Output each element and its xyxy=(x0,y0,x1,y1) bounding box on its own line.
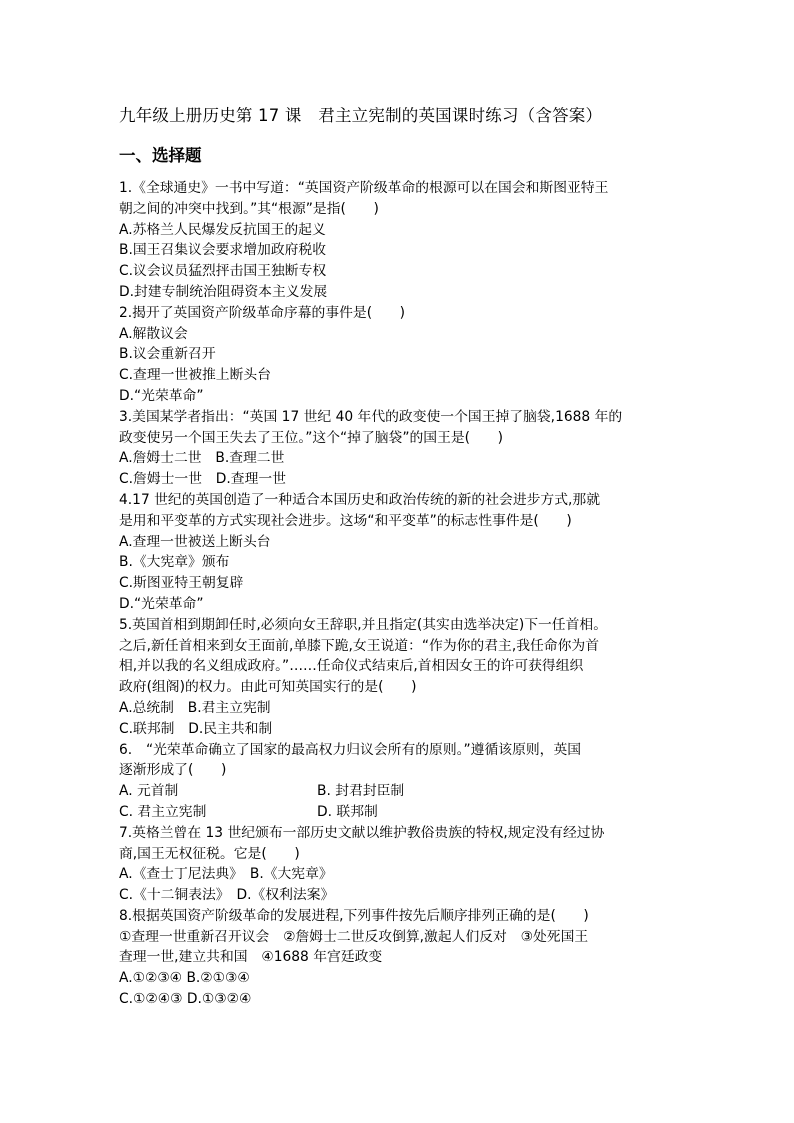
question-stem: 朝之间的冲突中找到。”其“根源”是指( ) xyxy=(119,200,379,217)
question-stem: 政变使另一个国王失去了王位。”这个“掉了脑袋”的国王是( ) xyxy=(119,429,504,446)
answer-option: D.“光荣革命” xyxy=(119,387,204,404)
question-4 xyxy=(119,490,681,615)
section-heading: 一、选择题 xyxy=(119,146,202,165)
answer-option: A.苏格兰人民爆发反抗国王的起义 xyxy=(119,221,326,238)
answer-option: D. 联邦制 xyxy=(317,803,378,820)
answer-option: D.封建专制统治阻碍资本主义发展 xyxy=(119,283,328,300)
answer-option: A.查理一世被送上断头台 xyxy=(119,533,271,550)
answer-option: C.斯图亚特王朝复辟 xyxy=(119,575,244,592)
worksheet-title: 九年级上册历史第 17 课 君主立宪制的英国课时练习（含答案） xyxy=(119,106,603,125)
question-stem: 2.揭开了英国资产阶级革命序幕的事件是( ) xyxy=(119,304,406,321)
question-stem: 之后,新任首相来到女王面前,单膝下跪,女王说道：“作为你的君主,我任命你为首 xyxy=(119,637,599,654)
worksheet-page xyxy=(119,103,681,1010)
answer-option: A.总统制 B.君主立宪制 xyxy=(119,699,271,716)
question-6 xyxy=(119,740,681,823)
question-2 xyxy=(119,303,681,407)
question-stem: 4.17 世纪的英国创造了一种适合本国历史和政治传统的新的社会进步方式,那就 xyxy=(119,491,600,508)
question-stem: 5.英国首相到期卸任时,必须向女王辞职,并且指定(其实由选举决定)下一任首相。 xyxy=(119,616,607,633)
question-stem: 7.英格兰曾在 13 世纪颁布一部历史文献以维护教俗贵族的特权,规定没有经过协 xyxy=(119,824,605,841)
question-5 xyxy=(119,615,681,740)
answer-option: D.“光荣革命” xyxy=(119,595,204,612)
question-stem: 8.根据英国资产阶级革命的发展进程,下列事件按先后顺序排列正确的是( ) xyxy=(119,907,589,924)
answer-option: B.国王召集议会要求增加政府税收 xyxy=(119,242,327,259)
answer-option-row xyxy=(119,781,681,802)
question-1 xyxy=(119,178,681,303)
answer-option: A.詹姆士二世 B.查理二世 xyxy=(119,450,285,467)
answer-option: C.《十二铜表法》 D.《权利法案》 xyxy=(119,887,335,904)
answer-option: C.詹姆士一世 D.查理一世 xyxy=(119,471,286,488)
answer-option: A.《查士丁尼法典》 B.《大宪章》 xyxy=(119,866,333,883)
question-stem: 政府(组阁)的权力。由此可知英国实行的是( ) xyxy=(119,679,417,696)
question-stem: 查理一世,建立共和国 ④1688 年宫廷政变 xyxy=(119,949,383,966)
answer-option: A.解散议会 xyxy=(119,325,188,342)
question-stem: 相,并以我的名义组成政府。”……任命仪式结束后,首相因女王的许可获得组织 xyxy=(119,658,584,675)
answer-option: A.①②③④ B.②①③④ xyxy=(119,970,250,987)
answer-option-row xyxy=(119,802,681,823)
question-stem: 3.美国某学者指出：“英国 17 世纪 40 年代的政变使一个国王掉了脑袋,1688 年的 xyxy=(119,408,623,425)
question-stem: 逐渐形成了( ) xyxy=(119,762,227,779)
answer-option: C. 君主立宪制 xyxy=(119,803,207,820)
question-8 xyxy=(119,906,681,1010)
answer-option: C.议会议员猛烈抨击国王独断专权 xyxy=(119,263,327,280)
question-stem: ①查理一世重新召开议会 ②詹姆士二世反攻倒算,激起人们反对 ③处死国王 xyxy=(119,928,589,945)
question-stem: 6. “光荣革命确立了国家的最高权力归议会所有的原则。”遵循该原则，英国 xyxy=(119,741,582,758)
question-7 xyxy=(119,823,681,906)
answer-option: B. 封君封臣制 xyxy=(317,783,405,800)
question-stem: 商,国王无权征税。它是( ) xyxy=(119,845,300,862)
question-stem: 是用和平变革的方式实现社会进步。这场“和平变革”的标志性事件是( ) xyxy=(119,512,572,529)
answer-option: A. 元首制 xyxy=(119,783,179,800)
answer-option: C.①②④③ D.①③②④ xyxy=(119,991,252,1008)
answer-option: C.查理一世被推上断头台 xyxy=(119,367,271,384)
answer-option: B.《大宪章》颁布 xyxy=(119,554,230,571)
answer-option: B.议会重新召开 xyxy=(119,346,216,363)
question-3 xyxy=(119,407,681,490)
question-stem: 1.《全球通史》一书中写道：“英国资产阶级革命的根源可以在国会和斯图亚特王 xyxy=(119,180,609,196)
answer-option: C.联邦制 D.民主共和制 xyxy=(119,720,273,737)
